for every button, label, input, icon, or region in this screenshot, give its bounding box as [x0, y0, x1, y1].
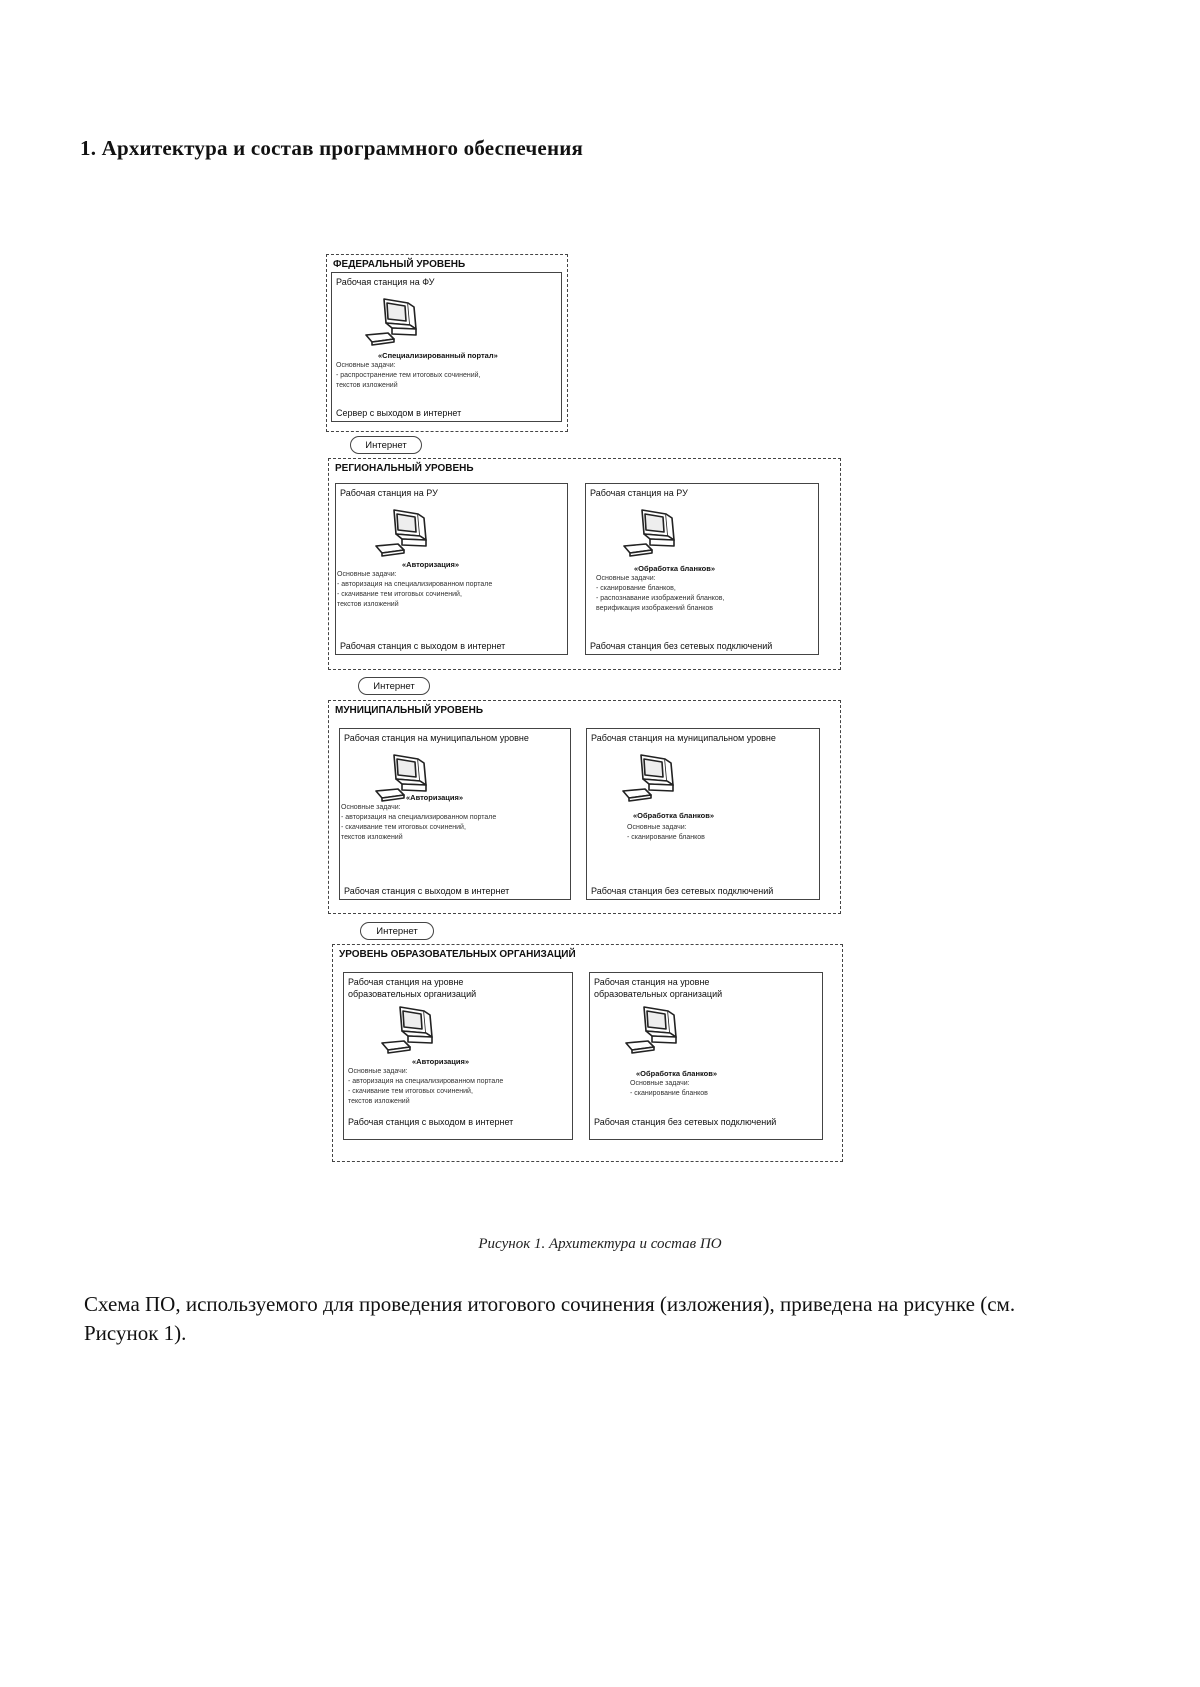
- workstation-title: Рабочая станция на уровне образовательных организаций: [594, 977, 723, 999]
- school-workstation-right: [589, 972, 823, 1140]
- section-heading: 1. Архитектура и состав программного обеспечения: [80, 136, 584, 160]
- app-name: «Авторизация»: [402, 560, 460, 569]
- workstation-title: Рабочая станция на ФУ: [336, 277, 435, 287]
- task-line: текстов изложений: [341, 834, 403, 841]
- workstation-title: Рабочая станция на РУ: [340, 488, 438, 498]
- municipal-level: [328, 700, 841, 914]
- internet-cloud: Интернет: [358, 677, 430, 695]
- task-line: текстов изложений: [337, 601, 399, 608]
- task-line: верификация изображений бланков: [596, 605, 713, 612]
- body-paragraph: Схема ПО, используемого для проведения итогового сочинения (изложения), приведена на рисунке (см. Рисунок 1).: [84, 1292, 1016, 1345]
- task-line: Основные задачи:: [337, 571, 397, 578]
- task-list: [348, 1067, 503, 1107]
- task-line: Основные задачи:: [596, 575, 656, 582]
- task-list: [341, 803, 496, 843]
- workstation-title: Рабочая станция на РУ: [590, 488, 688, 498]
- app-name: «Авторизация»: [406, 793, 464, 802]
- task-line: Основные задачи:: [630, 1080, 690, 1087]
- workstation-title: Рабочая станция на уровне образовательных организаций: [348, 977, 477, 999]
- computer-icon: [619, 751, 679, 812]
- task-line: - сканирование бланков: [630, 1090, 708, 1097]
- app-name: «Обработка бланков»: [633, 811, 715, 820]
- computer-icon: [622, 1003, 682, 1064]
- task-line: - сканирование бланков,: [596, 585, 676, 592]
- app-name: «Обработка бланков»: [636, 1069, 718, 1078]
- task-line: - распознавание изображений бланков,: [596, 595, 725, 602]
- internet-cloud: Интернет: [360, 922, 434, 940]
- federal-level-title: ФЕДЕРАЛЬНЫЙ УРОВЕНЬ: [333, 259, 466, 270]
- task-line: Основные задачи:: [348, 1068, 408, 1075]
- task-list: [336, 361, 480, 391]
- task-line: Основные задачи:: [341, 804, 401, 811]
- workstation-footer: Рабочая станция с выходом в интернет: [340, 641, 506, 651]
- figure-caption: Рисунок 1. Архитектура и состав ПО: [478, 1236, 722, 1252]
- workstation-footer: Рабочая станция без сетевых подключений: [590, 641, 773, 651]
- workstation-footer: Рабочая станция с выходом в интернет: [348, 1117, 514, 1127]
- task-line: текстов изложений: [348, 1098, 410, 1105]
- task-line: - авторизация на специализированном портале: [348, 1078, 504, 1085]
- app-name: «Обработка бланков»: [634, 564, 716, 573]
- municipal-workstation-right: [586, 728, 820, 900]
- task-line: Основные задачи:: [627, 824, 687, 831]
- school-level: [332, 944, 843, 1162]
- school-level-title: УРОВЕНЬ ОБРАЗОВАТЕЛЬНЫХ ОРГАНИЗАЦИЙ: [339, 949, 576, 960]
- task-line: - авторизация на специализированном портале: [337, 581, 493, 588]
- computer-icon: [362, 295, 422, 356]
- task-line: - сканирование бланков: [627, 834, 705, 841]
- municipal-workstation-left: [339, 728, 571, 900]
- task-list: [337, 570, 492, 610]
- computer-icon: [372, 506, 432, 567]
- workstation-footer: Рабочая станция без сетевых подключений: [594, 1117, 777, 1127]
- regional-level-title: РЕГИОНАЛЬНЫЙ УРОВЕНЬ: [335, 463, 474, 474]
- computer-icon: [378, 1003, 438, 1064]
- workstation-footer: Сервер с выходом в интернет: [336, 408, 462, 418]
- federal-level: [326, 254, 568, 432]
- task-line: - скачивание тем итоговых сочинений,: [337, 591, 462, 598]
- regional-level: [328, 458, 841, 670]
- regional-workstation-right: [585, 483, 819, 655]
- task-list: [630, 1079, 708, 1099]
- workstation-footer: Рабочая станция с выходом в интернет: [344, 886, 510, 896]
- task-line: - скачивание тем итоговых сочинений,: [341, 824, 466, 831]
- regional-workstation-left: [335, 483, 568, 655]
- municipal-level-title: МУНИЦИПАЛЬНЫЙ УРОВЕНЬ: [335, 705, 484, 716]
- app-name: «Специализированный портал»: [378, 351, 498, 360]
- task-line: - авторизация на специализированном портале: [341, 814, 497, 821]
- workstation-footer: Рабочая станция без сетевых подключений: [591, 886, 774, 896]
- task-list: [596, 574, 724, 614]
- workstation-title: Рабочая станция на муниципальном уровне: [344, 733, 529, 743]
- task-list: [627, 823, 705, 843]
- school-workstation-left: [343, 972, 573, 1140]
- federal-workstation: [331, 272, 562, 422]
- task-line: Основные задачи:: [336, 362, 396, 369]
- computer-icon: [620, 506, 680, 567]
- task-line: текстов изложений: [336, 382, 398, 389]
- task-line: - распространение тем итоговых сочинений,: [336, 372, 481, 379]
- workstation-title: Рабочая станция на муниципальном уровне: [591, 733, 776, 743]
- internet-cloud: Интернет: [350, 436, 422, 454]
- app-name: «Авторизация»: [412, 1057, 470, 1066]
- task-line: - скачивание тем итоговых сочинений,: [348, 1088, 473, 1095]
